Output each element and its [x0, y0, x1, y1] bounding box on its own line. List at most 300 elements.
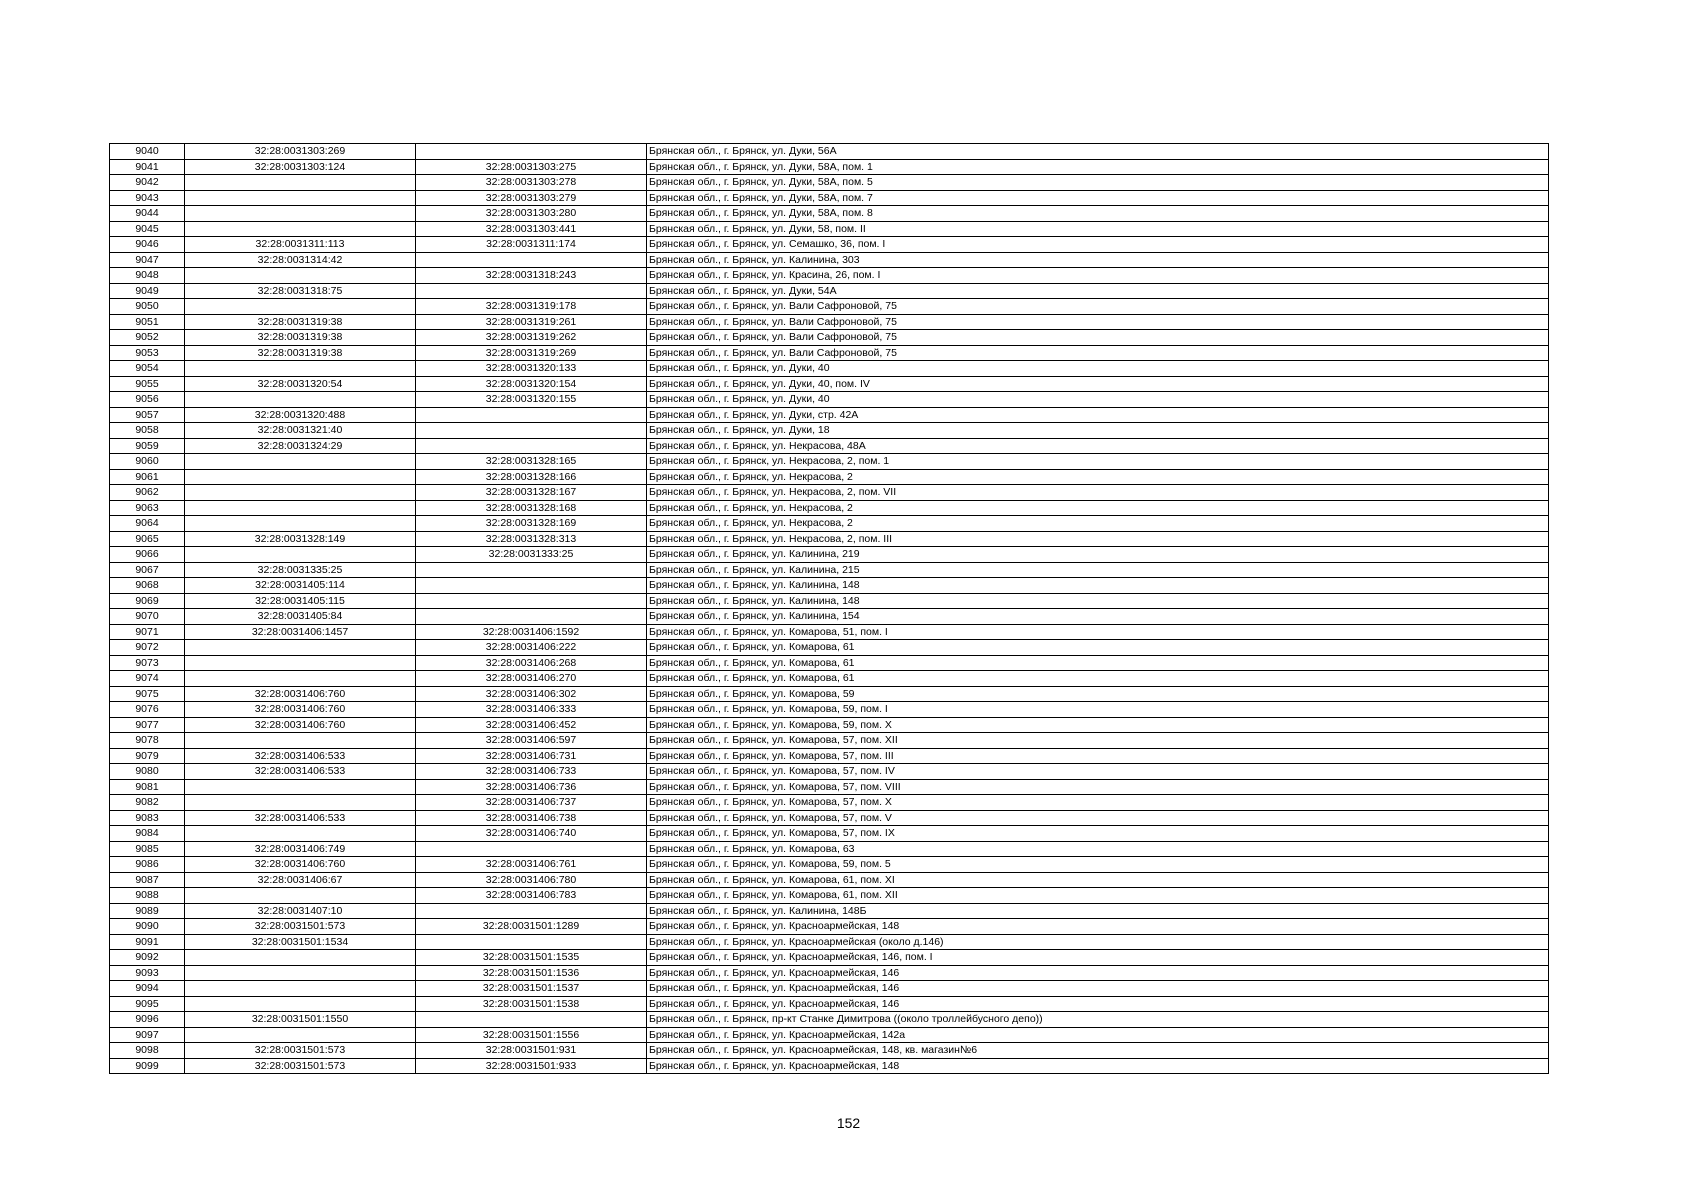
- table-row: [110, 531, 1549, 547]
- row-number-cell: 9057: [110, 407, 185, 423]
- address-cell: Брянская обл., г. Брянск, ул. Семашко, 36, пом. I: [647, 237, 1549, 253]
- table-row: [110, 996, 1549, 1012]
- address-cell: Брянская обл., г. Брянск, ул. Комарова, 57, пом. V: [647, 810, 1549, 826]
- parcel-cadastral-cell: [185, 268, 416, 284]
- table-row: [110, 578, 1549, 594]
- address-cell: Брянская обл., г. Брянск, ул. Комарова, 61: [647, 671, 1549, 687]
- object-cadastral-cell: 32:28:0031320:155: [416, 392, 647, 408]
- address-cell: Брянская обл., г. Брянск, ул. Комарова, 59, пом. 5: [647, 857, 1549, 873]
- address-cell: Брянская обл., г. Брянск, ул. Комарова, 59, пом. I: [647, 702, 1549, 718]
- parcel-cadastral-cell: 32:28:0031318:75: [185, 283, 416, 299]
- address-cell: Брянская обл., г. Брянск, ул. Комарова, 59, пом. X: [647, 717, 1549, 733]
- row-number-cell: 9066: [110, 547, 185, 563]
- table-row: [110, 407, 1549, 423]
- table-row: [110, 903, 1549, 919]
- parcel-cadastral-cell: 32:28:0031501:573: [185, 919, 416, 935]
- table-row: [110, 872, 1549, 888]
- address-cell: Брянская обл., г. Брянск, ул. Вали Сафроновой, 75: [647, 330, 1549, 346]
- table-row: [110, 206, 1549, 222]
- object-cadastral-cell: 32:28:0031303:441: [416, 221, 647, 237]
- object-cadastral-cell: [416, 252, 647, 268]
- table-row: [110, 314, 1549, 330]
- object-cadastral-cell: [416, 283, 647, 299]
- object-cadastral-cell: 32:28:0031319:269: [416, 345, 647, 361]
- object-cadastral-cell: 32:28:0031406:783: [416, 888, 647, 904]
- parcel-cadastral-cell: [185, 996, 416, 1012]
- address-cell: Брянская обл., г. Брянск, ул. Дуки, стр. 42А: [647, 407, 1549, 423]
- address-cell: Брянская обл., г. Брянск, ул. Дуки, 58А, пом. 8: [647, 206, 1549, 222]
- row-number-cell: 9048: [110, 268, 185, 284]
- table-row: [110, 733, 1549, 749]
- parcel-cadastral-cell: 32:28:0031405:115: [185, 593, 416, 609]
- row-number-cell: 9075: [110, 686, 185, 702]
- object-cadastral-cell: 32:28:0031303:279: [416, 190, 647, 206]
- address-cell: Брянская обл., г. Брянск, ул. Красноармейская, 146: [647, 996, 1549, 1012]
- table-row: [110, 237, 1549, 253]
- table-row: [110, 764, 1549, 780]
- object-cadastral-cell: 32:28:0031406:222: [416, 640, 647, 656]
- object-cadastral-cell: [416, 1012, 647, 1028]
- object-cadastral-cell: [416, 841, 647, 857]
- object-cadastral-cell: [416, 903, 647, 919]
- table-row: [110, 748, 1549, 764]
- address-cell: Брянская обл., г. Брянск, ул. Калинина, 154: [647, 609, 1549, 625]
- parcel-cadastral-cell: [185, 671, 416, 687]
- object-cadastral-cell: [416, 438, 647, 454]
- table-row: [110, 950, 1549, 966]
- parcel-cadastral-cell: 32:28:0031319:38: [185, 314, 416, 330]
- table-row: [110, 655, 1549, 671]
- address-cell: Брянская обл., г. Брянск, ул. Некрасова, 2: [647, 516, 1549, 532]
- row-number-cell: 9063: [110, 500, 185, 516]
- address-cell: Брянская обл., г. Брянск, ул. Комарова, 57, пом. IX: [647, 826, 1549, 842]
- row-number-cell: 9056: [110, 392, 185, 408]
- address-cell: Брянская обл., г. Брянск, ул. Вали Сафроновой, 75: [647, 345, 1549, 361]
- parcel-cadastral-cell: [185, 299, 416, 315]
- table-row: [110, 485, 1549, 501]
- address-cell: Брянская обл., г. Брянск, ул. Комарова, 57, пом. X: [647, 795, 1549, 811]
- table-row: [110, 1043, 1549, 1059]
- address-cell: Брянская обл., г. Брянск, пр-кт Станке Димитрова ((около троллейбусного депо)): [647, 1012, 1549, 1028]
- row-number-cell: 9082: [110, 795, 185, 811]
- address-cell: Брянская обл., г. Брянск, ул. Некрасова, 2: [647, 469, 1549, 485]
- row-number-cell: 9081: [110, 779, 185, 795]
- row-number-cell: 9087: [110, 872, 185, 888]
- address-cell: Брянская обл., г. Брянск, ул. Калинина, 148: [647, 593, 1549, 609]
- row-number-cell: 9046: [110, 237, 185, 253]
- table-row: [110, 268, 1549, 284]
- address-cell: Брянская обл., г. Брянск, ул. Красноармейская, 146: [647, 981, 1549, 997]
- object-cadastral-cell: 32:28:0031406:780: [416, 872, 647, 888]
- parcel-cadastral-cell: [185, 965, 416, 981]
- parcel-cadastral-cell: [185, 733, 416, 749]
- parcel-cadastral-cell: [185, 547, 416, 563]
- address-cell: Брянская обл., г. Брянск, ул. Красноармейская, 148: [647, 919, 1549, 935]
- table-row: [110, 702, 1549, 718]
- parcel-cadastral-cell: 32:28:0031406:67: [185, 872, 416, 888]
- row-number-cell: 9094: [110, 981, 185, 997]
- parcel-cadastral-cell: [185, 981, 416, 997]
- table-row: [110, 252, 1549, 268]
- address-cell: Брянская обл., г. Брянск, ул. Дуки, 56А: [647, 144, 1549, 160]
- object-cadastral-cell: [416, 609, 647, 625]
- table-row: [110, 965, 1549, 981]
- address-cell: Брянская обл., г. Брянск, ул. Дуки, 40, пом. IV: [647, 376, 1549, 392]
- object-cadastral-cell: 32:28:0031319:261: [416, 314, 647, 330]
- object-cadastral-cell: 32:28:0031406:333: [416, 702, 647, 718]
- object-cadastral-cell: 32:28:0031406:302: [416, 686, 647, 702]
- object-cadastral-cell: 32:28:0031328:168: [416, 500, 647, 516]
- table-row: [110, 1027, 1549, 1043]
- table-row: [110, 159, 1549, 175]
- row-number-cell: 9053: [110, 345, 185, 361]
- address-cell: Брянская обл., г. Брянск, ул. Комарова, 63: [647, 841, 1549, 857]
- table-row: [110, 841, 1549, 857]
- row-number-cell: 9076: [110, 702, 185, 718]
- address-cell: Брянская обл., г. Брянск, ул. Комарова, 59: [647, 686, 1549, 702]
- object-cadastral-cell: [416, 562, 647, 578]
- object-cadastral-cell: 32:28:0031320:133: [416, 361, 647, 377]
- parcel-cadastral-cell: 32:28:0031501:1534: [185, 934, 416, 950]
- table-row: [110, 810, 1549, 826]
- row-number-cell: 9055: [110, 376, 185, 392]
- table-row: [110, 934, 1549, 950]
- row-number-cell: 9045: [110, 221, 185, 237]
- row-number-cell: 9091: [110, 934, 185, 950]
- address-cell: Брянская обл., г. Брянск, ул. Калинина, 215: [647, 562, 1549, 578]
- address-cell: Брянская обл., г. Брянск, ул. Комарова, 61: [647, 640, 1549, 656]
- table-row: [110, 438, 1549, 454]
- parcel-cadastral-cell: [185, 795, 416, 811]
- row-number-cell: 9065: [110, 531, 185, 547]
- parcel-cadastral-cell: 32:28:0031324:29: [185, 438, 416, 454]
- address-cell: Брянская обл., г. Брянск, ул. Калинина, 148Б: [647, 903, 1549, 919]
- parcel-cadastral-cell: 32:28:0031311:113: [185, 237, 416, 253]
- address-cell: Брянская обл., г. Брянск, ул. Дуки, 54А: [647, 283, 1549, 299]
- object-cadastral-cell: 32:28:0031328:169: [416, 516, 647, 532]
- table-row: [110, 919, 1549, 935]
- row-number-cell: 9047: [110, 252, 185, 268]
- object-cadastral-cell: [416, 934, 647, 950]
- address-cell: Брянская обл., г. Брянск, ул. Некрасова, 2, пом. III: [647, 531, 1549, 547]
- row-number-cell: 9077: [110, 717, 185, 733]
- object-cadastral-cell: 32:28:0031501:1556: [416, 1027, 647, 1043]
- table-row: [110, 981, 1549, 997]
- object-cadastral-cell: 32:28:0031501:1537: [416, 981, 647, 997]
- parcel-cadastral-cell: 32:28:0031335:25: [185, 562, 416, 578]
- row-number-cell: 9051: [110, 314, 185, 330]
- object-cadastral-cell: 32:28:0031319:262: [416, 330, 647, 346]
- object-cadastral-cell: 32:28:0031333:25: [416, 547, 647, 563]
- parcel-cadastral-cell: [185, 1027, 416, 1043]
- object-cadastral-cell: 32:28:0031328:165: [416, 454, 647, 470]
- row-number-cell: 9092: [110, 950, 185, 966]
- parcel-cadastral-cell: 32:28:0031406:533: [185, 810, 416, 826]
- table-row: [110, 547, 1549, 563]
- table-row: [110, 190, 1549, 206]
- table-row: [110, 144, 1549, 160]
- address-cell: Брянская обл., г. Брянск, ул. Дуки, 58А, пом. 1: [647, 159, 1549, 175]
- object-cadastral-cell: 32:28:0031501:933: [416, 1058, 647, 1074]
- row-number-cell: 9058: [110, 423, 185, 439]
- object-cadastral-cell: 32:28:0031406:740: [416, 826, 647, 842]
- table-row: [110, 888, 1549, 904]
- object-cadastral-cell: 32:28:0031501:1538: [416, 996, 647, 1012]
- object-cadastral-cell: 32:28:0031406:737: [416, 795, 647, 811]
- table-row: [110, 1012, 1549, 1028]
- table-row: [110, 175, 1549, 191]
- row-number-cell: 9067: [110, 562, 185, 578]
- object-cadastral-cell: 32:28:0031328:167: [416, 485, 647, 501]
- address-cell: Брянская обл., г. Брянск, ул. Комарова, 57, пом. VIII: [647, 779, 1549, 795]
- page-number: 152: [836, 1115, 861, 1131]
- address-cell: Брянская обл., г. Брянск, ул. Красноармейская, 148, кв. магазин№6: [647, 1043, 1549, 1059]
- table-row: [110, 299, 1549, 315]
- parcel-cadastral-cell: 32:28:0031501:573: [185, 1058, 416, 1074]
- parcel-cadastral-cell: [185, 361, 416, 377]
- row-number-cell: 9062: [110, 485, 185, 501]
- parcel-cadastral-cell: [185, 950, 416, 966]
- object-cadastral-cell: 32:28:0031406:731: [416, 748, 647, 764]
- object-cadastral-cell: [416, 578, 647, 594]
- object-cadastral-cell: 32:28:0031406:268: [416, 655, 647, 671]
- table-row: [110, 593, 1549, 609]
- address-cell: Брянская обл., г. Брянск, ул. Калинина, 219: [647, 547, 1549, 563]
- object-cadastral-cell: 32:28:0031501:931: [416, 1043, 647, 1059]
- address-cell: Брянская обл., г. Брянск, ул. Комарова, 51, пом. I: [647, 624, 1549, 640]
- object-cadastral-cell: 32:28:0031311:174: [416, 237, 647, 253]
- row-number-cell: 9073: [110, 655, 185, 671]
- table-row: [110, 330, 1549, 346]
- row-number-cell: 9061: [110, 469, 185, 485]
- parcel-cadastral-cell: 32:28:0031406:760: [185, 857, 416, 873]
- address-cell: Брянская обл., г. Брянск, ул. Вали Сафроновой, 75: [647, 299, 1549, 315]
- object-cadastral-cell: 32:28:0031303:278: [416, 175, 647, 191]
- row-number-cell: 9044: [110, 206, 185, 222]
- object-cadastral-cell: 32:28:0031318:243: [416, 268, 647, 284]
- address-cell: Брянская обл., г. Брянск, ул. Комарова, 61: [647, 655, 1549, 671]
- object-cadastral-cell: 32:28:0031303:280: [416, 206, 647, 222]
- row-number-cell: 9052: [110, 330, 185, 346]
- table-row: [110, 795, 1549, 811]
- object-cadastral-cell: 32:28:0031328:313: [416, 531, 647, 547]
- address-cell: Брянская обл., г. Брянск, ул. Дуки, 40: [647, 392, 1549, 408]
- row-number-cell: 9089: [110, 903, 185, 919]
- row-number-cell: 9097: [110, 1027, 185, 1043]
- parcel-cadastral-cell: [185, 221, 416, 237]
- row-number-cell: 9070: [110, 609, 185, 625]
- row-number-cell: 9079: [110, 748, 185, 764]
- row-number-cell: 9041: [110, 159, 185, 175]
- table-row: [110, 686, 1549, 702]
- object-cadastral-cell: 32:28:0031320:154: [416, 376, 647, 392]
- parcel-cadastral-cell: 32:28:0031320:54: [185, 376, 416, 392]
- parcel-cadastral-cell: 32:28:0031314:42: [185, 252, 416, 268]
- parcel-cadastral-cell: 32:28:0031407:10: [185, 903, 416, 919]
- parcel-cadastral-cell: [185, 826, 416, 842]
- parcel-cadastral-cell: [185, 175, 416, 191]
- parcel-cadastral-cell: 32:28:0031320:488: [185, 407, 416, 423]
- parcel-cadastral-cell: [185, 206, 416, 222]
- address-cell: Брянская обл., г. Брянск, ул. Красноармейская, 146, пом. I: [647, 950, 1549, 966]
- table-row: [110, 516, 1549, 532]
- object-cadastral-cell: 32:28:0031406:452: [416, 717, 647, 733]
- object-cadastral-cell: 32:28:0031406:597: [416, 733, 647, 749]
- table-row: [110, 640, 1549, 656]
- table-row: [110, 469, 1549, 485]
- table-row: [110, 857, 1549, 873]
- parcel-cadastral-cell: 32:28:0031406:760: [185, 717, 416, 733]
- parcel-cadastral-cell: 32:28:0031303:124: [185, 159, 416, 175]
- address-cell: Брянская обл., г. Брянск, ул. Комарова, 57, пом. IV: [647, 764, 1549, 780]
- table-row: [110, 609, 1549, 625]
- registry-table-body: [110, 144, 1549, 1074]
- table-row: [110, 423, 1549, 439]
- row-number-cell: 9080: [110, 764, 185, 780]
- parcel-cadastral-cell: 32:28:0031501:573: [185, 1043, 416, 1059]
- parcel-cadastral-cell: 32:28:0031406:760: [185, 702, 416, 718]
- address-cell: Брянская обл., г. Брянск, ул. Красноармейская (около д.146): [647, 934, 1549, 950]
- table-row: [110, 392, 1549, 408]
- row-number-cell: 9040: [110, 144, 185, 160]
- parcel-cadastral-cell: 32:28:0031319:38: [185, 330, 416, 346]
- parcel-cadastral-cell: 32:28:0031406:1457: [185, 624, 416, 640]
- address-cell: Брянская обл., г. Брянск, ул. Комарова, 61, пом. XI: [647, 872, 1549, 888]
- parcel-cadastral-cell: 32:28:0031406:760: [185, 686, 416, 702]
- address-cell: Брянская обл., г. Брянск, ул. Комарова, 57, пом. XII: [647, 733, 1549, 749]
- row-number-cell: 9074: [110, 671, 185, 687]
- object-cadastral-cell: 32:28:0031406:1592: [416, 624, 647, 640]
- address-cell: Брянская обл., г. Брянск, ул. Красноармейская, 146: [647, 965, 1549, 981]
- address-cell: Брянская обл., г. Брянск, ул. Некрасова, 48А: [647, 438, 1549, 454]
- table-row: [110, 376, 1549, 392]
- row-number-cell: 9084: [110, 826, 185, 842]
- table-row: [110, 283, 1549, 299]
- object-cadastral-cell: 32:28:0031501:1535: [416, 950, 647, 966]
- table-row: [110, 454, 1549, 470]
- row-number-cell: 9096: [110, 1012, 185, 1028]
- table-row: [110, 671, 1549, 687]
- address-cell: Брянская обл., г. Брянск, ул. Комарова, 57, пом. III: [647, 748, 1549, 764]
- parcel-cadastral-cell: 32:28:0031321:40: [185, 423, 416, 439]
- row-number-cell: 9049: [110, 283, 185, 299]
- object-cadastral-cell: 32:28:0031501:1289: [416, 919, 647, 935]
- parcel-cadastral-cell: 32:28:0031406:533: [185, 764, 416, 780]
- table-row: [110, 500, 1549, 516]
- address-cell: Брянская обл., г. Брянск, ул. Калинина, 303: [647, 252, 1549, 268]
- parcel-cadastral-cell: [185, 190, 416, 206]
- parcel-cadastral-cell: [185, 888, 416, 904]
- table-row: [110, 717, 1549, 733]
- address-cell: Брянская обл., г. Брянск, ул. Дуки, 58А, пом. 5: [647, 175, 1549, 191]
- row-number-cell: 9085: [110, 841, 185, 857]
- address-cell: Брянская обл., г. Брянск, ул. Дуки, 40: [647, 361, 1549, 377]
- parcel-cadastral-cell: [185, 500, 416, 516]
- row-number-cell: 9090: [110, 919, 185, 935]
- parcel-cadastral-cell: [185, 485, 416, 501]
- object-cadastral-cell: 32:28:0031328:166: [416, 469, 647, 485]
- address-cell: Брянская обл., г. Брянск, ул. Красина, 26, пом. I: [647, 268, 1549, 284]
- address-cell: Брянская обл., г. Брянск, ул. Дуки, 58, пом. II: [647, 221, 1549, 237]
- address-cell: Брянская обл., г. Брянск, ул. Красноармейская, 148: [647, 1058, 1549, 1074]
- row-number-cell: 9064: [110, 516, 185, 532]
- table-row: [110, 779, 1549, 795]
- object-cadastral-cell: 32:28:0031406:270: [416, 671, 647, 687]
- table-row: [110, 221, 1549, 237]
- row-number-cell: 9060: [110, 454, 185, 470]
- address-cell: Брянская обл., г. Брянск, ул. Дуки, 18: [647, 423, 1549, 439]
- parcel-cadastral-cell: [185, 779, 416, 795]
- parcel-cadastral-cell: 32:28:0031501:1550: [185, 1012, 416, 1028]
- parcel-cadastral-cell: 32:28:0031328:149: [185, 531, 416, 547]
- table-row: [110, 562, 1549, 578]
- row-number-cell: 9078: [110, 733, 185, 749]
- object-cadastral-cell: [416, 407, 647, 423]
- row-number-cell: 9099: [110, 1058, 185, 1074]
- address-cell: Брянская обл., г. Брянск, ул. Красноармейская, 142а: [647, 1027, 1549, 1043]
- row-number-cell: 9050: [110, 299, 185, 315]
- parcel-cadastral-cell: 32:28:0031303:269: [185, 144, 416, 160]
- row-number-cell: 9083: [110, 810, 185, 826]
- object-cadastral-cell: 32:28:0031406:733: [416, 764, 647, 780]
- parcel-cadastral-cell: 32:28:0031406:533: [185, 748, 416, 764]
- table-row: [110, 1058, 1549, 1074]
- parcel-cadastral-cell: 32:28:0031319:38: [185, 345, 416, 361]
- row-number-cell: 9043: [110, 190, 185, 206]
- address-cell: Брянская обл., г. Брянск, ул. Комарова, 61, пом. XII: [647, 888, 1549, 904]
- address-cell: Брянская обл., г. Брянск, ул. Калинина, 148: [647, 578, 1549, 594]
- table-row: [110, 345, 1549, 361]
- object-cadastral-cell: 32:28:0031406:736: [416, 779, 647, 795]
- parcel-cadastral-cell: [185, 469, 416, 485]
- object-cadastral-cell: [416, 144, 647, 160]
- row-number-cell: 9059: [110, 438, 185, 454]
- object-cadastral-cell: 32:28:0031501:1536: [416, 965, 647, 981]
- object-cadastral-cell: 32:28:0031406:738: [416, 810, 647, 826]
- row-number-cell: 9072: [110, 640, 185, 656]
- registry-table: [109, 143, 1549, 1074]
- parcel-cadastral-cell: [185, 655, 416, 671]
- object-cadastral-cell: 32:28:0031406:761: [416, 857, 647, 873]
- parcel-cadastral-cell: [185, 392, 416, 408]
- table-row: [110, 361, 1549, 377]
- table-row: [110, 826, 1549, 842]
- row-number-cell: 9042: [110, 175, 185, 191]
- object-cadastral-cell: 32:28:0031303:275: [416, 159, 647, 175]
- address-cell: Брянская обл., г. Брянск, ул. Дуки, 58А, пом. 7: [647, 190, 1549, 206]
- object-cadastral-cell: 32:28:0031319:178: [416, 299, 647, 315]
- address-cell: Брянская обл., г. Брянск, ул. Вали Сафроновой, 75: [647, 314, 1549, 330]
- row-number-cell: 9071: [110, 624, 185, 640]
- row-number-cell: 9054: [110, 361, 185, 377]
- row-number-cell: 9098: [110, 1043, 185, 1059]
- parcel-cadastral-cell: [185, 454, 416, 470]
- parcel-cadastral-cell: 32:28:0031406:749: [185, 841, 416, 857]
- row-number-cell: 9088: [110, 888, 185, 904]
- parcel-cadastral-cell: [185, 640, 416, 656]
- row-number-cell: 9093: [110, 965, 185, 981]
- address-cell: Брянская обл., г. Брянск, ул. Некрасова, 2, пом. VII: [647, 485, 1549, 501]
- row-number-cell: 9086: [110, 857, 185, 873]
- parcel-cadastral-cell: [185, 516, 416, 532]
- object-cadastral-cell: [416, 593, 647, 609]
- row-number-cell: 9069: [110, 593, 185, 609]
- table-row: [110, 624, 1549, 640]
- parcel-cadastral-cell: 32:28:0031405:84: [185, 609, 416, 625]
- row-number-cell: 9095: [110, 996, 185, 1012]
- address-cell: Брянская обл., г. Брянск, ул. Некрасова, 2: [647, 500, 1549, 516]
- parcel-cadastral-cell: 32:28:0031405:114: [185, 578, 416, 594]
